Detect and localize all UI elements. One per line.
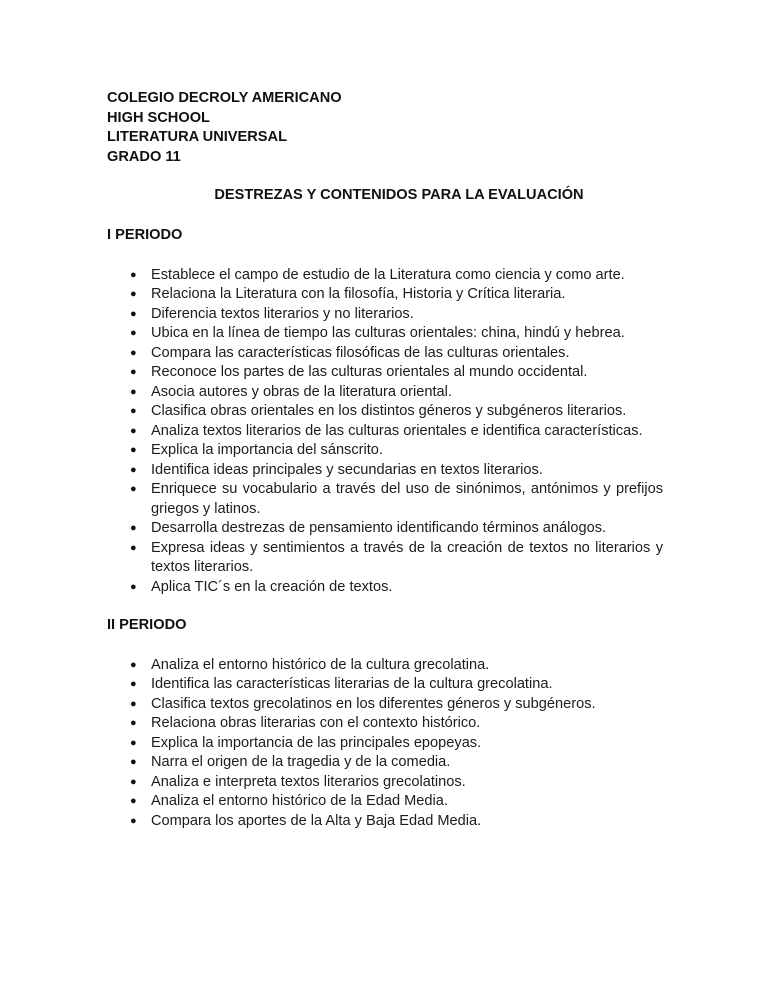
bullet-icon: ● [130,814,137,827]
list-item-text: Analiza textos literarios de las culturas orientales e identifica características. [151,422,643,439]
bullet-icon: ● [130,327,137,340]
document-header [107,89,663,167]
list-item [107,792,663,812]
bullet-icon: ● [130,697,137,710]
list-item-text: Analiza el entorno histórico de la Edad Media. [151,793,448,810]
bullet-icon: ● [130,307,137,320]
list-item-text: Enriquece su vocabulario a través del uso de sinónimos, antónimos y prefijos griegos y latinos. [151,481,663,517]
list-item-text: Explica la importancia del sánscrito. [151,442,383,459]
list-item [107,773,663,793]
list-item-text: Identifica ideas principales y secundarias en textos literarios. [151,461,543,478]
document-title: DESTREZAS Y CONTENIDOS PARA LA EVALUACIÓN [214,187,584,204]
list-item [107,812,663,832]
list-item [107,285,663,305]
list-item-text: Reconoce los partes de las culturas orientales al mundo occidental. [151,364,588,381]
list-item-text: Relaciona la Literatura con la filosofía, Historia y Crítica literaria. [151,286,566,303]
period-2-list [107,656,663,832]
bullet-icon: ● [130,366,137,379]
list-item [107,266,663,286]
list-item-text: Analiza e interpreta textos literarios grecolatinos. [151,773,466,790]
list-item [107,695,663,715]
bullet-icon: ● [130,385,137,398]
list-item-text: Clasifica textos grecolatinos en los diferentes géneros y subgéneros. [151,695,596,712]
bullet-icon: ● [130,424,137,437]
bullet-icon: ● [130,658,137,671]
list-item [107,519,663,539]
bullet-icon: ● [130,736,137,749]
period-1-list [107,266,663,598]
bullet-icon: ● [130,717,137,730]
list-item-text: Expresa ideas y sentimientos a través de la creación de textos no literarios y textos literarios. [151,539,663,576]
subject-name: LITERATURA UNIVERSAL [107,129,287,146]
period-2-title: II PERIODO [107,617,187,634]
list-item [107,753,663,773]
list-item [107,363,663,383]
bullet-icon: ● [130,444,137,457]
list-item-text: Clasifica obras orientales en los distintos géneros y subgéneros literarios. [151,403,627,420]
list-item [107,324,663,344]
bullet-icon: ● [130,580,137,593]
list-item [107,656,663,676]
bullet-icon: ● [130,522,137,535]
list-item [107,383,663,403]
list-item-text: Analiza el entorno histórico de la cultura grecolatina. [151,656,490,673]
list-item-text: Explica la importancia de las principales epopeyas. [151,734,482,751]
bullet-icon: ● [130,346,137,359]
bullet-icon: ● [130,463,137,476]
list-item [107,422,663,442]
list-item-text: Compara los aportes de la Alta y Baja Edad Media. [151,812,482,829]
list-item [107,305,663,325]
grade-label: GRADO 11 [107,148,181,165]
bullet-icon: ● [130,756,137,769]
list-item-text: Relaciona obras literarias con el contexto histórico. [151,715,481,732]
bullet-icon: ● [130,678,137,691]
list-item-text: Asocia autores y obras de la literatura oriental. [151,383,452,400]
list-item-text: Diferencia textos literarios y no literarios. [151,305,414,322]
list-item [107,675,663,695]
document-page [107,89,663,831]
bullet-icon: ● [130,405,137,418]
list-item-text: Desarrolla destrezas de pensamiento identificando términos análogos. [151,520,607,537]
period-1-title: I PERIODO [107,226,183,243]
list-item-text: Compara las características filosóficas de las culturas orientales. [151,344,570,361]
list-item [107,578,663,598]
list-item [107,714,663,734]
school-level: HIGH SCHOOL [107,109,210,126]
bullet-icon: ● [130,795,137,808]
list-item [107,441,663,461]
list-item-text: Aplica TIC´s en la creación de textos. [151,578,393,595]
bullet-icon: ● [130,288,137,301]
bullet-icon: ● [130,268,137,281]
bullet-icon: ● [130,483,137,496]
bullet-icon: ● [130,541,137,554]
list-item [107,461,663,481]
list-item [107,734,663,754]
list-item-text: Establece el campo de estudio de la Literatura como ciencia y como arte. [151,266,625,283]
list-item [107,402,663,422]
bullet-icon: ● [130,775,137,788]
list-item [107,480,663,519]
list-item [107,344,663,364]
list-item [107,539,663,578]
list-item-text: Narra el origen de la tragedia y de la comedia. [151,754,451,771]
list-item-text: Identifica las características literarias de la cultura grecolatina. [151,676,553,693]
list-item-text: Ubica en la línea de tiempo las culturas orientales: china, hindú y hebrea. [151,325,625,342]
school-name: COLEGIO DECROLY AMERICANO [107,90,342,106]
